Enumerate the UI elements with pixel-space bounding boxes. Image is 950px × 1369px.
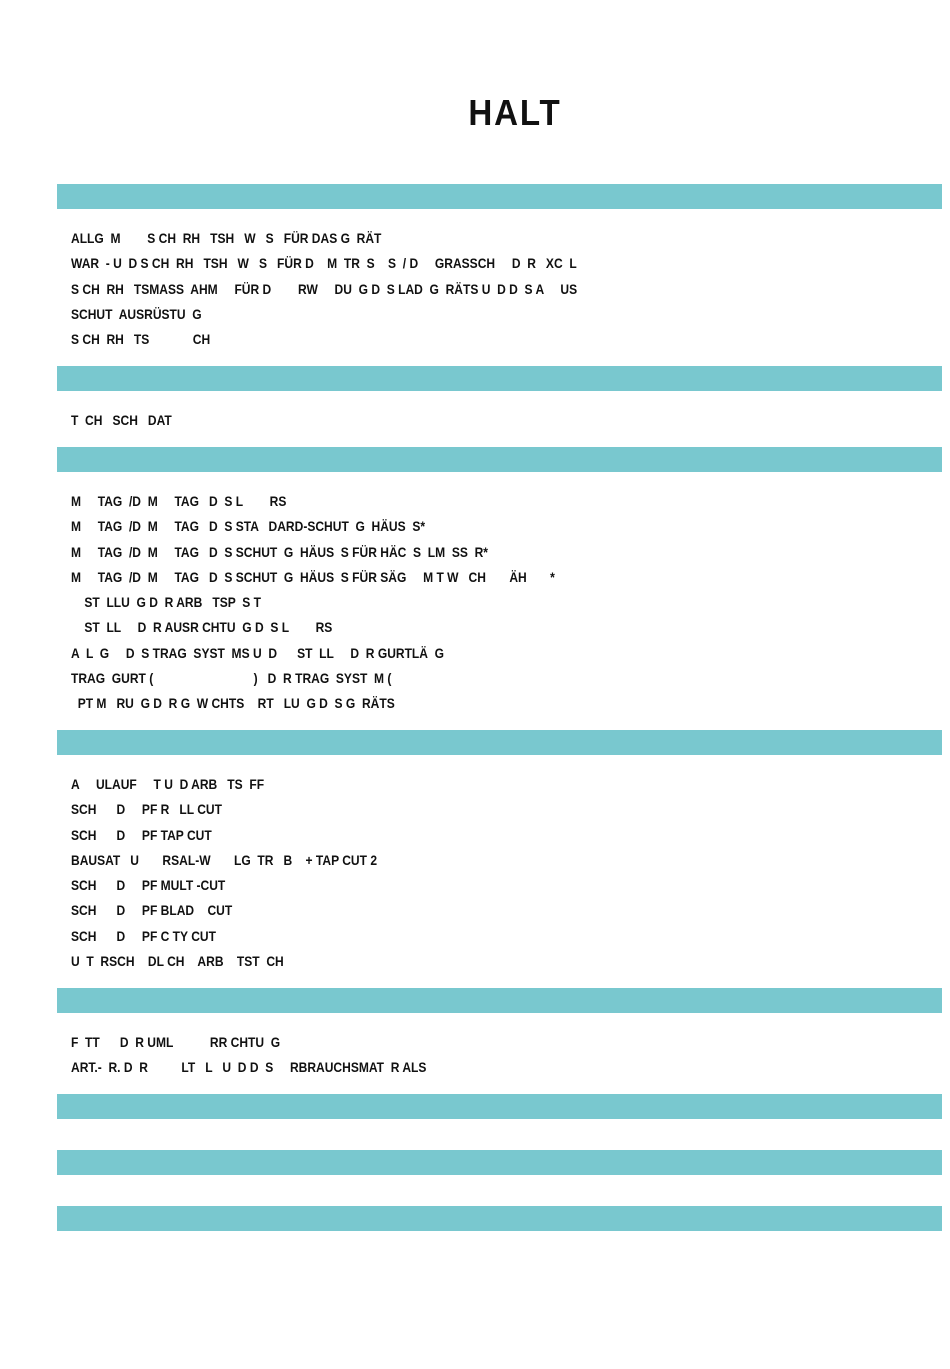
toc-entry: T CH SCH DAT [71, 412, 172, 428]
page-title: HALT [468, 92, 562, 133]
section-technical-data [71, 408, 931, 433]
toc-entry: SCH D PF MULT -CUT [71, 877, 226, 894]
toc-entry: ST LLU G D R ARB TSP S T [71, 594, 261, 611]
toc-entry: S CH RH TS CH [71, 331, 211, 348]
section-assembly [71, 489, 931, 717]
toc-entry: M TAG /D M TAG D S SCHUT G HÄUS S FÜR SÄG M T W CH ÄH * [71, 568, 555, 585]
section-band [57, 184, 942, 209]
section-operation [71, 772, 931, 974]
toc-entry: M TAG /D M TAG D S STA DARD-SCHUT G HÄUS S* [71, 518, 426, 535]
section-safety [71, 226, 931, 352]
toc-entry: SCH D PF C TY CUT [71, 927, 216, 944]
toc-entry: A ULAUF T U D ARB TS FF [71, 776, 265, 792]
toc-entry: TRAG GURT ( ) D R TRAG SYST M ( [71, 670, 392, 687]
section-band [57, 1094, 942, 1119]
section-band [57, 1206, 942, 1231]
toc-entry: SCHUT AUSRÜSTU G [71, 305, 202, 322]
toc-entry: BAUSAT U RSAL-W LG TR B + TAP CUT 2 [71, 851, 378, 868]
toc-entry: ART.- R. D R LT L U D D S RBRAUCHSMAT R ALS [71, 1059, 427, 1076]
toc-entry: SCH D PF R LL CUT [71, 801, 222, 818]
section-environment [71, 1030, 931, 1081]
toc-entry: SCH D PF BLAD CUT [71, 902, 233, 919]
toc-entry: M TAG /D M TAG D S L RS [71, 493, 287, 509]
section-band [57, 366, 942, 391]
toc-entry: S CH RH TSMASS AHM FÜR D RW DU G D S LAD G RÄTS U D D S A US [71, 280, 578, 297]
toc-entry: M TAG /D M TAG D S SCHUT G HÄUS S FÜR HÄC S LM SS R* [71, 543, 488, 560]
section-band [57, 988, 942, 1013]
toc-entry: PT M RU G D R G W CHTS RT LU G D S G RÄTS [71, 695, 395, 712]
section-band [57, 1150, 942, 1175]
toc-entry: ST LL D R AUSR CHTU G D S L RS [71, 619, 333, 636]
toc-entry: F TT D R UML RR CHTU G [71, 1034, 281, 1050]
section-band [57, 447, 942, 472]
toc-entry: U T RSCH DL CH ARB TST CH [71, 953, 284, 970]
toc-entry: A L G D S TRAG SYST MS U D ST LL D R GURTLÄ G [71, 644, 445, 661]
section-band [57, 730, 942, 755]
toc-entry: SCH D PF TAP CUT [71, 826, 212, 843]
toc-entry: ALLG M S CH RH TSH W S FÜR DAS G RÄT [71, 230, 382, 246]
toc-entry: WAR - U D S CH RH TSH W S FÜR D M TR S S / D GRASSCH D R XC L [71, 255, 577, 272]
